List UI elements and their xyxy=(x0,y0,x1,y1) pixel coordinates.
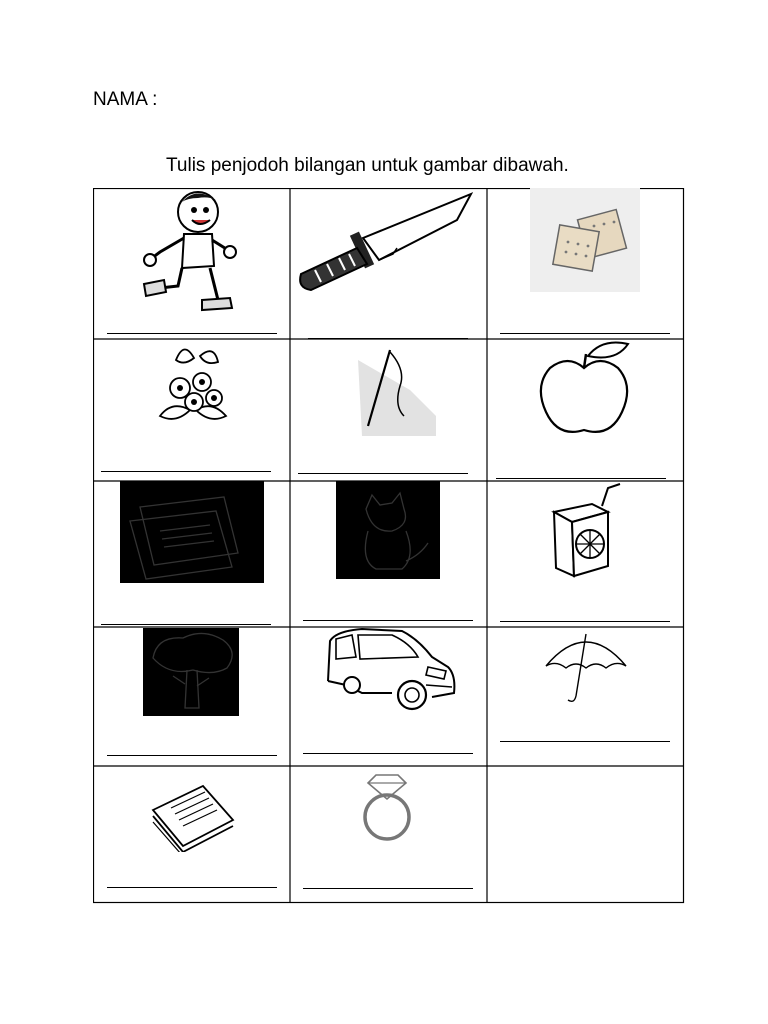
answer-line[interactable] xyxy=(500,741,670,742)
name-label: NAMA : xyxy=(93,89,158,110)
cat-icon xyxy=(336,481,440,584)
tree-icon xyxy=(143,628,239,721)
answer-line[interactable] xyxy=(107,755,277,756)
answer-line[interactable] xyxy=(303,888,473,889)
answer-line[interactable] xyxy=(308,338,468,339)
answer-line[interactable] xyxy=(500,621,670,622)
answer-line[interactable] xyxy=(101,471,271,472)
newspaper-icon xyxy=(120,481,264,588)
ring-icon xyxy=(354,771,420,846)
needle-thread-icon xyxy=(338,346,438,441)
answer-line[interactable] xyxy=(101,624,271,625)
flowers-icon xyxy=(150,340,236,435)
answer-line[interactable] xyxy=(303,620,473,621)
answer-line[interactable] xyxy=(303,753,473,754)
car-icon xyxy=(322,627,458,718)
instruction-text: Tulis penjodoh bilangan untuk gambar dibawah. xyxy=(166,155,569,176)
biscuits-icon xyxy=(530,188,640,297)
answer-line[interactable] xyxy=(298,473,468,474)
answer-line[interactable] xyxy=(496,478,666,479)
juice-box-icon xyxy=(546,482,626,583)
knife-icon xyxy=(297,190,473,299)
answer-line[interactable] xyxy=(107,887,277,888)
apple-icon xyxy=(538,340,632,445)
paper-stack-icon xyxy=(147,780,237,857)
answer-line[interactable] xyxy=(107,333,277,334)
running-boy-icon xyxy=(138,188,238,319)
answer-line[interactable] xyxy=(500,333,670,334)
umbrella-icon xyxy=(544,630,628,709)
